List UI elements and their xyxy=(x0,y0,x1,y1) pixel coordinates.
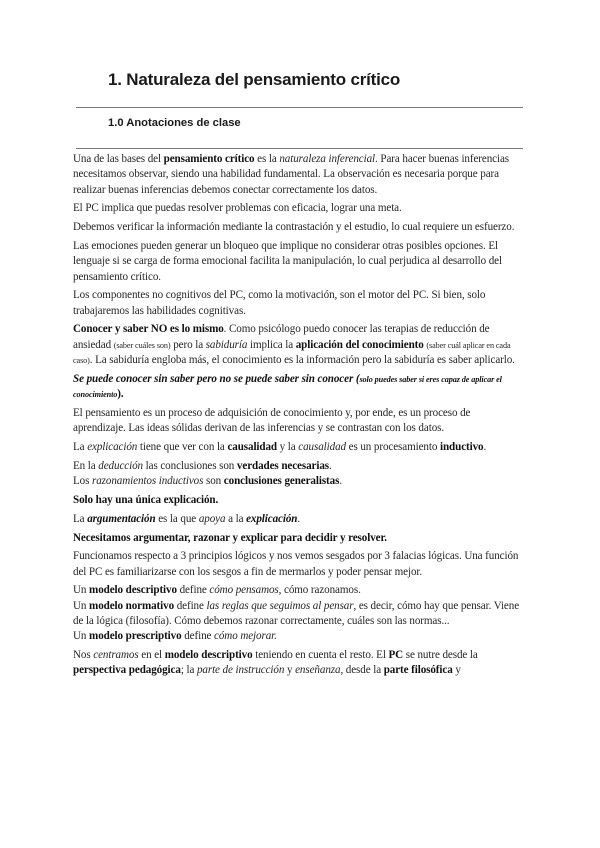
body-text xyxy=(73,152,525,682)
paragraph-non-cognitive: Los componentes no cognitivos del PC, como la motivación, son el motor del PC. Si bien, solo trabajaremos las habilidades cognitivas. xyxy=(73,289,486,317)
divider-top xyxy=(76,107,523,108)
paragraph-argumentacion: La argumentación es la que apoya a la explicación. xyxy=(73,512,301,525)
paragraph-deduccion: En la deducción las conclusiones son verdades necesarias. xyxy=(73,459,332,472)
paragraph-conocer-saber: Conocer y saber NO es lo mismo. Como psicólogo puedo conocer las terapias de reducción de ansiedad (saber cuáles son) pero la sabiduría implica la aplicación del conocimiento (saber cuál aplicar en cada caso). La sabiduría engloba más, el conocimiento es la información pero la sabiduría es saber aplicarlo. xyxy=(73,323,515,367)
subsection-heading: 1.0 Anotaciones de clase xyxy=(108,117,241,129)
paragraph-unica-explicacion: Solo hay una única explicación. xyxy=(73,493,219,506)
paragraph-necesitamos: Necesitamos argumentar, razonar y explicar para decidir y resolver. xyxy=(73,531,387,544)
paragraph-conocer-sin-saber: Se puede conocer sin saber pero no se puede saber sin conocer (solo puedes saber si eres capaz de aplicar el conocimiento). xyxy=(73,372,502,401)
paragraph-learning-process: El pensamiento es un proceso de adquisición de conocimiento y, por ende, es un proceso de aprendizaje. Las ideas sólidas derivan de las inferencias y se contrastan con los datos. xyxy=(73,406,471,435)
paragraph-principios-logicos: Funcionamos respecto a 3 principios lógicos y nos vemos sesgados por 3 falacias lógicas. Una función del PC es familiarizarse con los sesgos a fin de mermarlos y poder pensar mejor. xyxy=(73,550,519,578)
section-heading: 1. Naturaleza del pensamiento crítico xyxy=(108,70,401,89)
paragraph-centramos: Nos centramos en el modelo descriptivo teniendo en cuenta el resto. El PC se nutre desde la perspectiva pedagógica; la parte de instrucción y enseñanza, desde la parte filosófica y xyxy=(73,649,478,677)
paragraph-emotions: Las emociones pueden generar un bloqueo que implique no considerar otras posibles opciones. El lenguaje si se carga de forma emocional facilita la manipulación, lo cual perjudica al desarrollo del pensamiento crítico. xyxy=(73,239,502,283)
paragraph-modelo-prescriptivo: Un modelo prescriptivo define cómo mejorar. xyxy=(73,630,277,643)
paragraph-inferencial-nature: Una de las bases del pensamiento crítico es la naturaleza inferencial. Para hacer buenas inferencias necesitamos observar, siendo una habilidad fundamental. La observación es necesaria porque para realizar buenas inferencias debemos conectar correctamente los datos. xyxy=(73,153,510,196)
divider-bottom xyxy=(76,148,523,149)
paragraph-modelo-descriptivo: Un modelo descriptivo define cómo pensamos, cómo razonamos. xyxy=(73,584,361,597)
paragraph-pc-problem-solving: El PC implica que puedas resolver problemas con eficacia, lograr una meta. xyxy=(73,202,402,215)
paragraph-modelo-normativo: Un modelo normativo define las reglas que seguimos al pensar, es decir, cómo hay que pensar. Viene de la lógica (filosofía). Cómo debemos razonar correctamente, cuáles son las normas... xyxy=(73,599,520,628)
paragraph-explicacion: La explicación tiene que ver con la causalidad y la causalidad es un procesamiento inductivo. xyxy=(73,441,487,454)
paragraph-verification: Debemos verificar la información mediante la contrastación y el estudio, lo cual requiere un esfuerzo. xyxy=(73,221,515,234)
paragraph-inductivos: Los razonamientos inductivos son conclusiones generalistas. xyxy=(73,475,343,488)
